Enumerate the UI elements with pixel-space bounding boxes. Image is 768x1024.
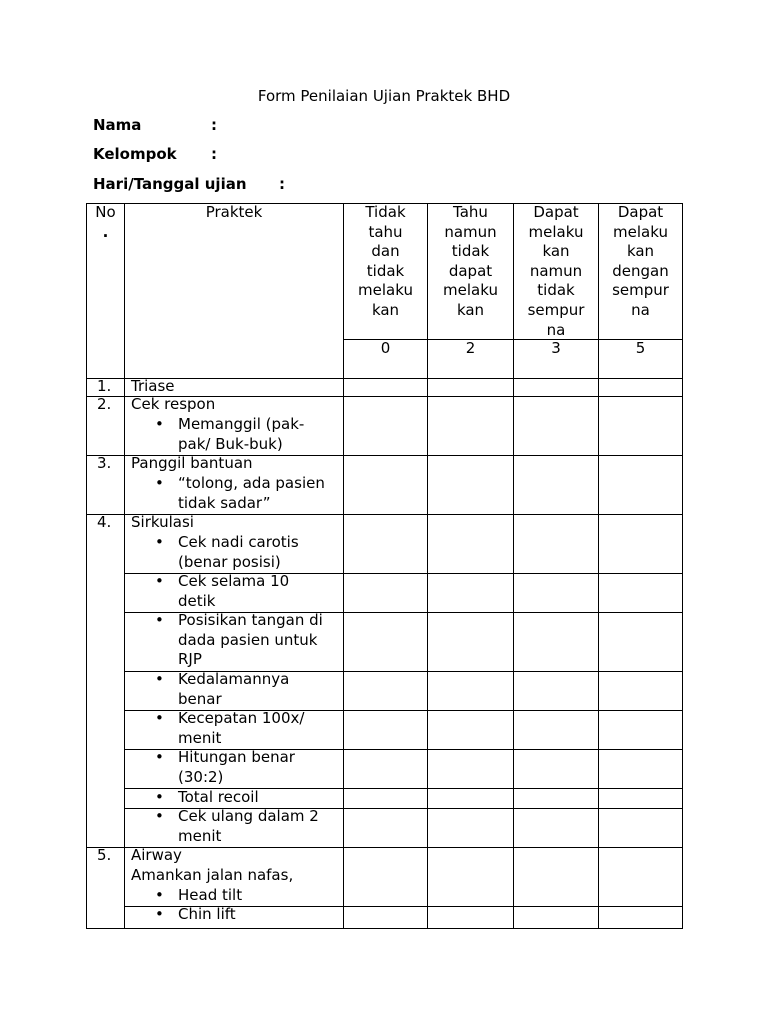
bullet-icon: • <box>155 709 164 727</box>
bullet-icon: • <box>155 572 164 590</box>
bullet-icon: • <box>155 474 164 492</box>
header-col3-line: tidak <box>537 281 575 300</box>
bullet-line: Posisikan tangan di <box>178 611 323 629</box>
score-2: 2 <box>465 339 476 357</box>
row-number: 3. <box>97 454 112 472</box>
header-col1-line: tidak <box>366 261 405 280</box>
row-subtext: Amankan jalan nafas, <box>131 866 294 884</box>
header-praktek: Praktek <box>205 203 263 221</box>
bullet-text <box>178 709 304 748</box>
bullet-icon: • <box>155 415 164 433</box>
row-text: Airway <box>131 846 182 864</box>
bullet-line: Total recoil <box>178 788 259 806</box>
header-col2-line: tidak <box>451 242 490 261</box>
bullet-text <box>178 748 295 787</box>
bullet-line: dada pasien untuk <box>178 630 318 649</box>
header-col4-line: Dapat <box>617 203 664 221</box>
bullet-text <box>178 886 242 906</box>
bullet-line: (benar posisi) <box>178 552 281 571</box>
header-col3 <box>514 203 598 340</box>
row-number: 5. <box>97 846 112 864</box>
header-col3-line: namun <box>529 261 583 280</box>
bullet-line: (30:2) <box>178 767 224 786</box>
bullet-line: Chin lift <box>178 905 236 923</box>
bullet-line: Hitungan benar <box>178 748 295 766</box>
header-col4-line: kan <box>626 242 655 261</box>
bullet-line: Head tilt <box>178 886 243 904</box>
bullet-icon: • <box>155 611 164 629</box>
header-col1-line: dan <box>371 242 400 261</box>
bullet-line: “tolong, ada pasien <box>178 474 325 492</box>
bullet-icon: • <box>155 748 164 766</box>
bullet-text <box>178 905 236 925</box>
row-text: Triase <box>131 377 175 395</box>
header-no <box>87 203 124 242</box>
header-no-line: . <box>102 222 109 241</box>
row-text: Sirkulasi <box>131 513 194 531</box>
row-number: 1. <box>97 377 112 395</box>
header-col4 <box>599 203 682 321</box>
bullet-text <box>178 415 304 454</box>
header-col3-line: na <box>546 320 566 339</box>
header-col4-line: sempur <box>612 281 669 300</box>
header-col3-line: kan <box>542 242 570 261</box>
bullet-icon: • <box>155 886 164 904</box>
bullet-text <box>178 807 319 846</box>
header-col3-line: Dapat <box>533 203 579 221</box>
bullet-text <box>178 611 323 670</box>
bullet-text <box>178 474 325 513</box>
header-col1 <box>344 203 427 321</box>
bullet-line: Cek ulang dalam 2 <box>178 807 319 825</box>
row-text: Cek respon <box>131 395 216 413</box>
bullet-line: Kecepatan 100x/ <box>178 709 305 727</box>
bullet-icon: • <box>155 807 164 825</box>
header-col4-line: na <box>631 300 650 319</box>
header-col1-line: Tidak <box>365 203 406 221</box>
header-col1-line: kan <box>371 300 400 319</box>
row-text: Panggil bantuan <box>131 454 253 472</box>
score-5: 5 <box>635 339 646 357</box>
bullet-line: Memanggil (pak- <box>178 415 305 433</box>
bullet-line: detik <box>178 591 216 610</box>
bullet-line: Kedalamannya <box>178 670 290 688</box>
field-kelompok-colon: : <box>211 145 217 163</box>
header-col3-line: melaku <box>528 222 584 241</box>
bullet-line: menit <box>178 826 222 845</box>
bullet-text <box>178 788 259 808</box>
field-nama-colon: : <box>211 116 217 134</box>
header-col1-line: tahu <box>368 222 403 241</box>
field-nama-label: Nama <box>93 116 142 134</box>
bullet-icon: • <box>155 533 164 551</box>
header-col3-line: sempur <box>527 300 585 319</box>
header-col2-line: Tahu <box>453 203 488 221</box>
header-col4-line: melaku <box>613 222 668 241</box>
field-kelompok-label: Kelompok <box>93 145 177 163</box>
field-hari-tanggal-colon: : <box>279 175 285 193</box>
bullet-line: RJP <box>178 650 202 669</box>
bullet-line: menit <box>178 728 222 747</box>
bullet-icon: • <box>155 670 164 688</box>
header-col1-line: melaku <box>358 281 413 300</box>
page-title: Form Penilaian Ujian Praktek BHD <box>257 87 511 105</box>
bullet-line: Cek nadi carotis <box>178 533 299 551</box>
bullet-text <box>178 670 289 709</box>
header-col2-line: melaku <box>443 281 498 300</box>
bullet-text <box>178 533 299 572</box>
header-col2-line: namun <box>444 222 497 241</box>
bullet-line: tidak sadar” <box>178 493 271 512</box>
bullet-icon: • <box>155 905 164 923</box>
row-number: 4. <box>97 513 112 531</box>
header-col2-line: dapat <box>448 261 493 280</box>
header-col2 <box>428 203 513 321</box>
bullet-icon: • <box>155 788 164 806</box>
bullet-line: Cek selama 10 <box>178 572 290 590</box>
score-0: 0 <box>380 339 391 357</box>
field-hari-tanggal-label: Hari/Tanggal ujian <box>93 175 247 193</box>
bullet-text <box>178 572 289 611</box>
row-number: 2. <box>97 395 112 413</box>
score-3: 3 <box>551 339 561 357</box>
bullet-line: benar <box>178 689 222 708</box>
bullet-line: pak/ Buk-buk) <box>178 434 283 453</box>
header-no-line: No <box>95 203 116 221</box>
header-col4-line: dengan <box>612 261 669 280</box>
header-col2-line: kan <box>456 300 485 319</box>
